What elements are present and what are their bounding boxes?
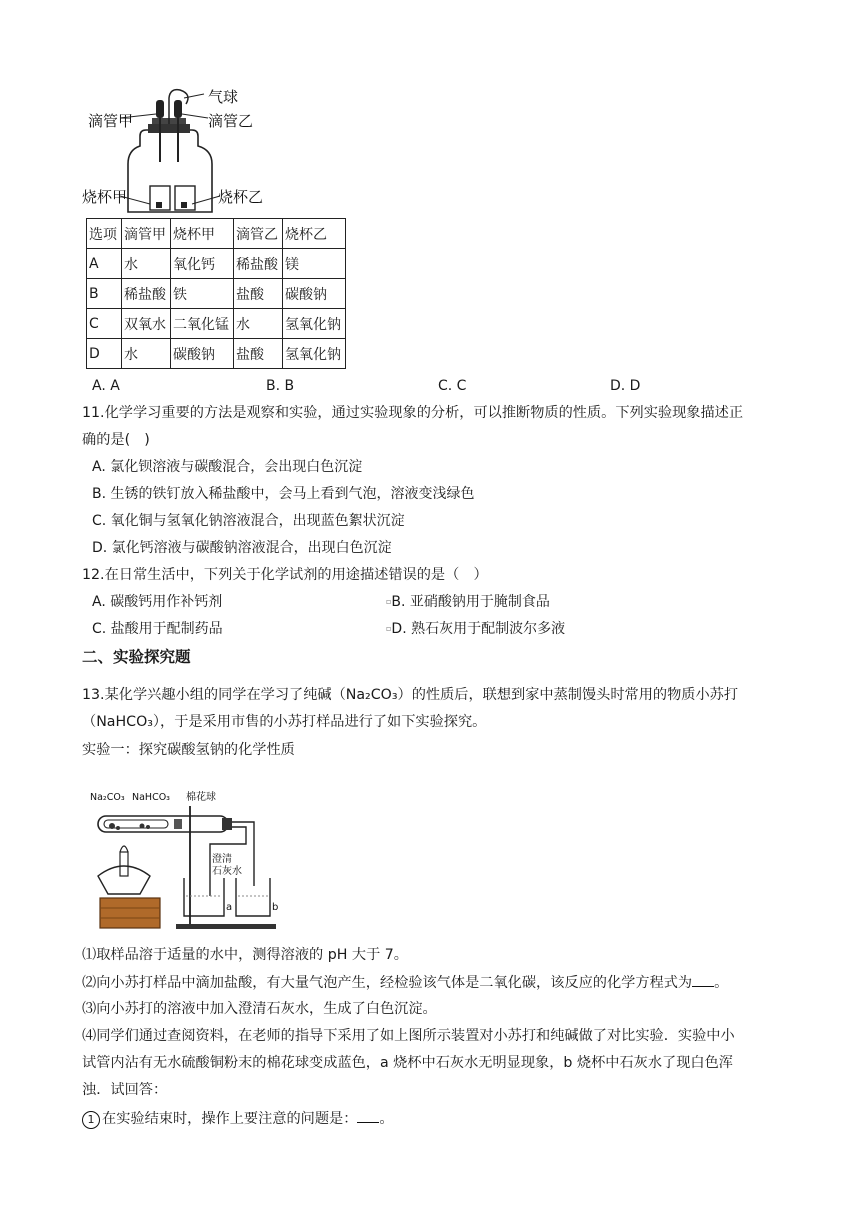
q11-stem-line-1: 11.化学学习重要的方法是观察和实验，通过实验现象的分析，可以推断物质的性质。下列实验现象描述正 (82, 405, 744, 421)
q12-option-b-label: B. 亚硝酸钠用于腌制食品 (391, 594, 550, 610)
table-cell: 盐酸 (234, 339, 283, 369)
q13-step-2-end: 。 (714, 975, 729, 991)
q13-experiment-1: 实验一：探究碳酸氢钠的化学性质 (82, 742, 295, 758)
label-beaker-a: a (226, 902, 233, 913)
q13-step-2 (82, 972, 728, 993)
table-header-cell: 滴管乙 (234, 219, 283, 249)
table-cell: 氢氧化钠 (283, 309, 346, 339)
option-marker-icon: ▫ (386, 624, 392, 633)
q10-choice-d[interactable]: D. D (610, 378, 641, 394)
heating-apparatus-diagram (84, 786, 284, 934)
label-beaker-b: b (272, 902, 279, 913)
table-cell: A (87, 249, 122, 279)
table-cell: 水 (234, 309, 283, 339)
options-table (86, 218, 346, 369)
table-cell: 盐酸 (234, 279, 283, 309)
label-cotton-ball: 棉花球 (186, 792, 216, 803)
table-cell: 双氧水 (122, 309, 171, 339)
label-limewater-line-1: 澄清 (212, 854, 232, 865)
label-beaker-a: 烧杯甲 (82, 188, 128, 206)
label-dropper-b: 滴管乙 (208, 112, 254, 130)
label-dropper-a: 滴管甲 (88, 112, 134, 130)
q13-subquestion-1 (82, 1108, 394, 1129)
q13-step-4-line-1: ⑷同学们通过查阅资料，在老师的指导下采用了如上图所示装置对小苏打和纯碱做了对比实验．实验中小 (82, 1028, 735, 1044)
table-cell: 氢氧化钠 (283, 339, 346, 369)
q13-subquestion-1-text: 在实验结束时，操作上要注意的问题是： (102, 1111, 358, 1127)
label-na2co3: Na₂CO₃ (90, 792, 125, 803)
label-nahco3: NaHCO₃ (132, 792, 170, 803)
table-row (87, 339, 346, 369)
q13-step-2-text: ⑵向小苏打样品中滴加盐酸，有大量气泡产生，经检验该气体是二氧化碳，该反应的化学方程式为 (82, 975, 693, 991)
label-beaker-b: 烧杯乙 (218, 188, 264, 206)
table-cell: 碳酸钠 (283, 279, 346, 309)
q13-step-4-line-3: 浊．试回答： (82, 1082, 168, 1098)
q11-option-c[interactable]: C. 氧化铜与氢氧化钠溶液混合，出现蓝色絮状沉淀 (92, 513, 405, 529)
table-cell: 二氧化锰 (171, 309, 234, 339)
q12-option-d-label: D. 熟石灰用于配制波尔多液 (391, 621, 566, 637)
q13-step-1: ⑴取样品溶于适量的水中，测得溶液的 pH 大于 7。 (82, 947, 408, 963)
table-cell: 稀盐酸 (122, 279, 171, 309)
answer-blank[interactable] (692, 972, 714, 987)
table-row (87, 279, 346, 309)
circled-number-icon: 1 (82, 1111, 100, 1129)
q11-stem-line-2: 确的是( ) (82, 432, 150, 448)
q12-option-d[interactable] (386, 619, 565, 639)
q12-option-c[interactable]: C. 盐酸用于配制药品 (92, 621, 223, 637)
q13-step-3: ⑶向小苏打的溶液中加入澄清石灰水，生成了白色沉淀。 (82, 1001, 437, 1017)
option-marker-icon: ▫ (386, 597, 392, 606)
table-cell: B (87, 279, 122, 309)
label-limewater-line-2: 石灰水 (212, 866, 242, 877)
q10-choice-a[interactable]: A. A (92, 378, 120, 394)
answer-blank[interactable] (357, 1108, 379, 1123)
apparatus-figure-2 (84, 786, 284, 934)
table-cell: C (87, 309, 122, 339)
table-row (87, 249, 346, 279)
table-header-row (87, 219, 346, 249)
q12-stem: 12.在日常生活中，下列关于化学试剂的用途描述错误的是（ ） (82, 567, 488, 583)
q12-option-a[interactable]: A. 碳酸钙用作补钙剂 (92, 594, 223, 610)
table-header-cell: 烧杯乙 (283, 219, 346, 249)
q12-option-b[interactable] (386, 592, 550, 612)
label-balloon: 气球 (208, 88, 239, 106)
table-header-cell: 选项 (87, 219, 122, 249)
section-title: 二、实验探究题 (82, 648, 191, 666)
q13-line-2: （NaHCO₃），于是采用市售的小苏打样品进行了如下实验探究。 (82, 714, 487, 730)
q10-choice-c[interactable]: C. C (438, 378, 467, 394)
table-cell: 氧化钙 (171, 249, 234, 279)
table-cell: 碳酸钠 (171, 339, 234, 369)
q13-step-4-line-2: 试管内沾有无水硫酸铜粉末的棉花球变成蓝色，a 烧杯中石灰水无明显现象，b 烧杯中石灰水了现白色浑 (82, 1055, 733, 1071)
table-header-cell: 滴管甲 (122, 219, 171, 249)
table-cell: D (87, 339, 122, 369)
table-cell: 水 (122, 249, 171, 279)
table-cell: 镁 (283, 249, 346, 279)
table-row (87, 309, 346, 339)
table-header-cell: 烧杯甲 (171, 219, 234, 249)
q11-option-b[interactable]: B. 生锈的铁钉放入稀盐酸中，会马上看到气泡，溶液变浅绿色 (92, 486, 475, 502)
q13-line-1: 13.某化学兴趣小组的同学在学习了纯碱（Na₂CO₃）的性质后，联想到家中蒸制馒头时常用的物质小苏打 (82, 687, 739, 703)
q13-subquestion-1-end: 。 (379, 1111, 394, 1127)
q10-choice-b[interactable]: B. B (266, 378, 295, 394)
table-cell: 铁 (171, 279, 234, 309)
table-cell: 水 (122, 339, 171, 369)
q11-option-a[interactable]: A. 氯化钡溶液与碳酸混合，会出现白色沉淀 (92, 459, 363, 475)
table-cell: 稀盐酸 (234, 249, 283, 279)
q11-option-d[interactable]: D. 氯化钙溶液与碳酸钠溶液混合，出现白色沉淀 (92, 540, 392, 556)
